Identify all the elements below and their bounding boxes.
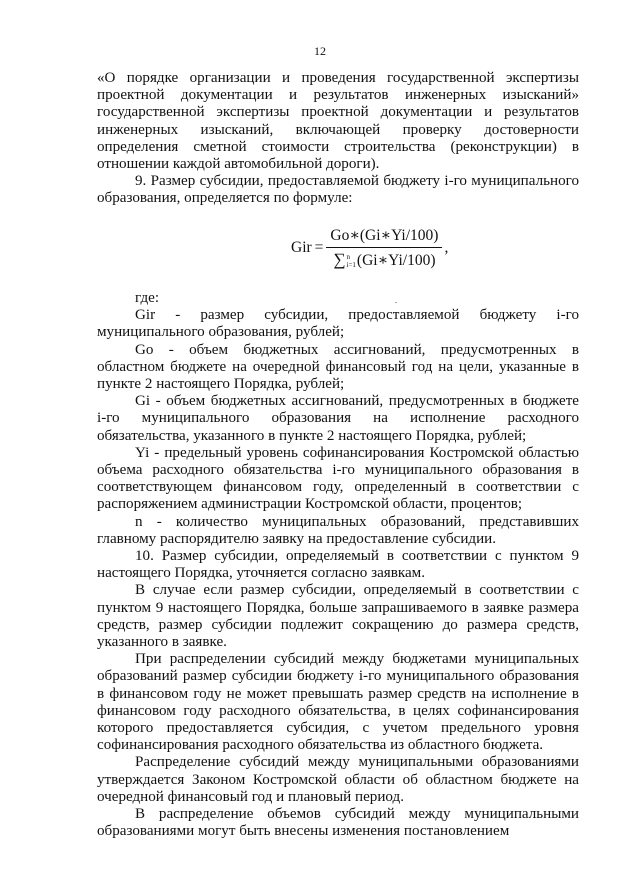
paragraph: n - количество муниципальных образований, представивших главному распорядителю заявку на предоставление субсидии. <box>97 513 579 547</box>
paragraph-law-title: «О порядке организации и проведения государственной экспертизы проектной документации и результатов инженерных изысканий» государственной экспертизы проектной документации и результатов инженерных изысканий, включающей проверку достоверности определения сметной стоимости строительства (реконструкции) в отношении каждой автомобильной дороги). <box>97 70 579 173</box>
text-block-top <box>97 70 579 208</box>
stray-dot: . <box>395 296 397 305</box>
paragraph: Gi - объем бюджетных ассигнований, предусмотренных в бюджете i-го муниципального образования на исполнение расходного обязательства, указанного в пункте 2 настоящего Порядка, рублей; <box>97 393 579 444</box>
sum-body: (Gi∗Yi/100) <box>356 252 436 269</box>
paragraph-item-9: 9. Размер субсидии, предоставляемой бюджету i-го муниципального образования, определяется по формуле: <box>97 173 579 207</box>
sum-sign: ∑ <box>333 250 346 269</box>
paragraph: В случае если размер субсидии, определяемый в соответствии с пунктом 9 настоящего Порядка, больше запрашиваемого в заявке размера средств, размер субсидии подлежит сокращению до размера средств, указанного в заявке. <box>97 582 579 651</box>
formula-comma: , <box>444 239 449 256</box>
paragraph: Yi - предельный уровень софинансирования Костромской областью объема расходного обязательства i-го муниципального образования в соответствующем финансовом году, определенный в соответствии с распоряжением администрации Костромской области, процентов; <box>97 444 579 513</box>
sum-upper-limit: n <box>346 253 351 262</box>
sum-lower-limit: i=1 <box>346 261 356 270</box>
subsidy-formula <box>291 226 448 270</box>
formula-denominator <box>329 248 439 270</box>
formula-fraction <box>326 226 442 270</box>
sum-limits <box>347 253 356 269</box>
paragraph: 10. Размер субсидии, определяемый в соответствии с пунктом 9 настоящего Порядка, уточняется согласно заявкам. <box>97 548 579 582</box>
paragraph: При распределении субсидий между бюджетами муниципальных образований размер субсидии бюджету i-го муниципального образования в финансовом году не может превышать размер средств на исполнение в финансовом году расходного обязательства, в целях софинансирования которого предоставляется субсидия, с учетом предельного уровня софинансирования расходного обязательства из областного бюджета. <box>97 651 579 754</box>
paragraph: В распределение объемов субсидий между муниципальными образованиями могут быть внесены изменения постановлением <box>97 806 579 840</box>
paragraph: Go - объем бюджетных ассигнований, предусмотренных в областном бюджете на очередной финансовый год на цели, указанные в пункте 2 настоящего Порядка, рублей; <box>97 341 579 393</box>
formula-equals: = <box>314 239 324 256</box>
paragraph: Распределение субсидий между муниципальными образованиями утверждается Законом Костромской области об областном бюджете на очередной финансовый год и плановый период. <box>97 754 579 805</box>
paragraph: Gir - размер субсидии, предоставляемой бюджету i-го муниципального образования, рублей; <box>97 307 579 341</box>
text-block-bottom <box>97 290 579 841</box>
formula-lhs: Gir <box>291 239 312 256</box>
formula-numerator: Go∗(Gi∗Yi/100) <box>326 226 442 248</box>
page-number: 12 <box>314 44 326 58</box>
paragraph: где: <box>135 290 160 306</box>
